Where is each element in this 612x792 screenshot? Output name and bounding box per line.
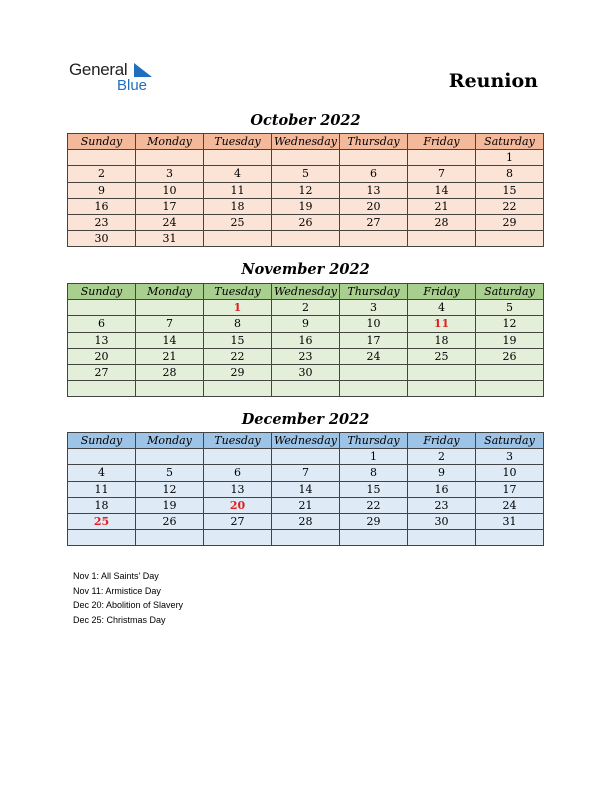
day-cell xyxy=(408,381,476,397)
day-cell: 24 xyxy=(476,497,544,513)
day-cell: 4 xyxy=(408,300,476,316)
day-cell xyxy=(204,449,272,465)
day-cell: 12 xyxy=(136,481,204,497)
day-cell xyxy=(136,381,204,397)
weekday-header: Monday xyxy=(136,433,204,449)
day-cell xyxy=(476,231,544,247)
day-cell: 21 xyxy=(136,348,204,364)
logo-text-general: General xyxy=(69,60,128,79)
day-cell: 13 xyxy=(340,182,408,198)
day-cell: 18 xyxy=(408,332,476,348)
day-cell xyxy=(340,231,408,247)
day-cell: 25 xyxy=(204,214,272,230)
day-cell: 4 xyxy=(204,166,272,182)
week-row xyxy=(68,530,544,546)
holiday-item: Nov 11: Armistice Day xyxy=(73,585,161,596)
day-cell: 11 xyxy=(204,182,272,198)
day-cell xyxy=(68,381,136,397)
day-cell: 1 xyxy=(204,300,272,316)
day-cell: 5 xyxy=(136,465,204,481)
weekday-header: Monday xyxy=(136,134,204,150)
day-cell: 15 xyxy=(476,182,544,198)
day-cell xyxy=(136,300,204,316)
day-cell: 9 xyxy=(272,316,340,332)
day-cell: 1 xyxy=(340,449,408,465)
day-cell: 21 xyxy=(408,198,476,214)
day-cell: 15 xyxy=(204,332,272,348)
day-cell: 6 xyxy=(68,316,136,332)
week-row xyxy=(68,497,544,513)
week-row xyxy=(68,300,544,316)
day-cell: 23 xyxy=(68,214,136,230)
weekday-header: Tuesday xyxy=(204,433,272,449)
month-title: October 2022 xyxy=(250,112,361,129)
weekday-header: Friday xyxy=(408,433,476,449)
day-cell xyxy=(408,364,476,380)
day-cell xyxy=(272,231,340,247)
day-cell: 29 xyxy=(204,364,272,380)
day-cell: 28 xyxy=(272,513,340,529)
day-cell: 18 xyxy=(68,497,136,513)
day-cell: 2 xyxy=(272,300,340,316)
day-cell: 27 xyxy=(68,364,136,380)
day-cell xyxy=(204,381,272,397)
day-cell xyxy=(68,150,136,166)
weekday-header: Friday xyxy=(408,134,476,150)
day-cell: 16 xyxy=(68,198,136,214)
day-cell xyxy=(68,300,136,316)
day-cell: 26 xyxy=(272,214,340,230)
day-cell xyxy=(340,530,408,546)
day-cell: 4 xyxy=(68,465,136,481)
day-cell xyxy=(476,364,544,380)
day-cell: 14 xyxy=(272,481,340,497)
weekday-header: Saturday xyxy=(476,284,544,300)
week-row xyxy=(68,481,544,497)
day-cell: 27 xyxy=(204,513,272,529)
day-cell: 19 xyxy=(476,332,544,348)
day-cell: 20 xyxy=(68,348,136,364)
week-row xyxy=(68,214,544,230)
day-cell xyxy=(68,449,136,465)
week-row xyxy=(68,348,544,364)
day-cell xyxy=(136,530,204,546)
day-cell xyxy=(204,231,272,247)
week-row xyxy=(68,316,544,332)
weekday-header-row xyxy=(68,134,544,150)
weekday-header: Wednesday xyxy=(272,433,340,449)
day-cell: 3 xyxy=(340,300,408,316)
weekday-header: Wednesday xyxy=(272,134,340,150)
day-cell: 13 xyxy=(68,332,136,348)
week-row xyxy=(68,182,544,198)
logo-text-blue: Blue xyxy=(117,77,148,94)
weekday-header: Thursday xyxy=(340,284,408,300)
day-cell xyxy=(408,231,476,247)
month-title: November 2022 xyxy=(241,261,370,278)
day-cell: 31 xyxy=(136,231,204,247)
day-cell: 12 xyxy=(476,316,544,332)
day-cell: 12 xyxy=(272,182,340,198)
day-cell xyxy=(476,530,544,546)
logo-triangle-icon xyxy=(134,63,154,77)
day-cell: 29 xyxy=(476,214,544,230)
month-table xyxy=(67,133,544,247)
day-cell: 26 xyxy=(476,348,544,364)
day-cell: 9 xyxy=(408,465,476,481)
week-row xyxy=(68,513,544,529)
day-cell: 8 xyxy=(340,465,408,481)
day-cell: 30 xyxy=(408,513,476,529)
day-cell: 15 xyxy=(340,481,408,497)
day-cell: 11 xyxy=(68,481,136,497)
day-cell: 30 xyxy=(68,231,136,247)
holiday-item: Dec 25: Christmas Day xyxy=(73,614,166,625)
day-cell: 10 xyxy=(476,465,544,481)
day-cell xyxy=(340,364,408,380)
day-cell: 19 xyxy=(272,198,340,214)
day-cell: 19 xyxy=(136,497,204,513)
day-cell: 5 xyxy=(272,166,340,182)
week-row xyxy=(68,166,544,182)
day-cell: 6 xyxy=(204,465,272,481)
day-cell: 10 xyxy=(340,316,408,332)
day-cell xyxy=(272,381,340,397)
day-cell: 2 xyxy=(408,449,476,465)
day-cell: 5 xyxy=(476,300,544,316)
day-cell xyxy=(68,530,136,546)
day-cell: 24 xyxy=(340,348,408,364)
day-cell: 23 xyxy=(272,348,340,364)
day-cell: 28 xyxy=(136,364,204,380)
day-cell: 30 xyxy=(272,364,340,380)
day-cell: 9 xyxy=(68,182,136,198)
day-cell xyxy=(204,150,272,166)
day-cell: 13 xyxy=(204,481,272,497)
day-cell: 23 xyxy=(408,497,476,513)
weekday-header: Sunday xyxy=(68,134,136,150)
weekday-header: Wednesday xyxy=(272,284,340,300)
week-row xyxy=(68,231,544,247)
day-cell: 25 xyxy=(408,348,476,364)
day-cell: 31 xyxy=(476,513,544,529)
day-cell: 7 xyxy=(136,316,204,332)
day-cell: 18 xyxy=(204,198,272,214)
day-cell: 21 xyxy=(272,497,340,513)
day-cell xyxy=(136,150,204,166)
weekday-header: Saturday xyxy=(476,134,544,150)
day-cell: 22 xyxy=(340,497,408,513)
day-cell: 7 xyxy=(408,166,476,182)
day-cell xyxy=(476,381,544,397)
month-table xyxy=(67,283,544,397)
day-cell: 17 xyxy=(340,332,408,348)
day-cell: 7 xyxy=(272,465,340,481)
day-cell: 8 xyxy=(476,166,544,182)
week-row xyxy=(68,332,544,348)
day-cell: 29 xyxy=(340,513,408,529)
day-cell: 24 xyxy=(136,214,204,230)
day-cell xyxy=(272,530,340,546)
day-cell: 17 xyxy=(476,481,544,497)
week-row xyxy=(68,198,544,214)
day-cell xyxy=(340,381,408,397)
weekday-header: Tuesday xyxy=(204,134,272,150)
holiday-list xyxy=(73,569,183,627)
day-cell: 20 xyxy=(204,497,272,513)
day-cell: 2 xyxy=(68,166,136,182)
day-cell: 14 xyxy=(408,182,476,198)
weekday-header-row xyxy=(68,284,544,300)
week-row xyxy=(68,364,544,380)
day-cell xyxy=(340,150,408,166)
day-cell: 14 xyxy=(136,332,204,348)
day-cell: 1 xyxy=(476,150,544,166)
day-cell: 27 xyxy=(340,214,408,230)
day-cell xyxy=(136,449,204,465)
day-cell: 10 xyxy=(136,182,204,198)
day-cell: 26 xyxy=(136,513,204,529)
day-cell: 16 xyxy=(272,332,340,348)
day-cell: 17 xyxy=(136,198,204,214)
week-row xyxy=(68,150,544,166)
day-cell: 22 xyxy=(204,348,272,364)
weekday-header-row xyxy=(68,433,544,449)
week-row xyxy=(68,449,544,465)
day-cell: 28 xyxy=(408,214,476,230)
day-cell xyxy=(272,449,340,465)
day-cell: 20 xyxy=(340,198,408,214)
weekday-header: Thursday xyxy=(340,433,408,449)
week-row xyxy=(68,465,544,481)
day-cell: 3 xyxy=(476,449,544,465)
holiday-item: Dec 20: Abolition of Slavery xyxy=(73,600,184,610)
day-cell xyxy=(408,530,476,546)
weekday-header: Sunday xyxy=(68,284,136,300)
weekday-header: Thursday xyxy=(340,134,408,150)
day-cell xyxy=(272,150,340,166)
day-cell: 3 xyxy=(136,166,204,182)
month-table xyxy=(67,432,544,546)
month-title: December 2022 xyxy=(241,411,370,428)
weekday-header: Monday xyxy=(136,284,204,300)
day-cell: 8 xyxy=(204,316,272,332)
weekday-header: Saturday xyxy=(476,433,544,449)
day-cell: 25 xyxy=(68,513,136,529)
day-cell xyxy=(204,530,272,546)
day-cell xyxy=(408,150,476,166)
generalblue-logo xyxy=(69,60,159,96)
day-cell: 6 xyxy=(340,166,408,182)
day-cell: 11 xyxy=(408,316,476,332)
weekday-header: Tuesday xyxy=(204,284,272,300)
day-cell: 22 xyxy=(476,198,544,214)
weekday-header: Friday xyxy=(408,284,476,300)
holiday-item: Nov 1: All Saints' Day xyxy=(73,571,159,581)
week-row xyxy=(68,381,544,397)
weekday-header: Sunday xyxy=(68,433,136,449)
region-title: Reunion xyxy=(448,70,538,92)
day-cell: 16 xyxy=(408,481,476,497)
